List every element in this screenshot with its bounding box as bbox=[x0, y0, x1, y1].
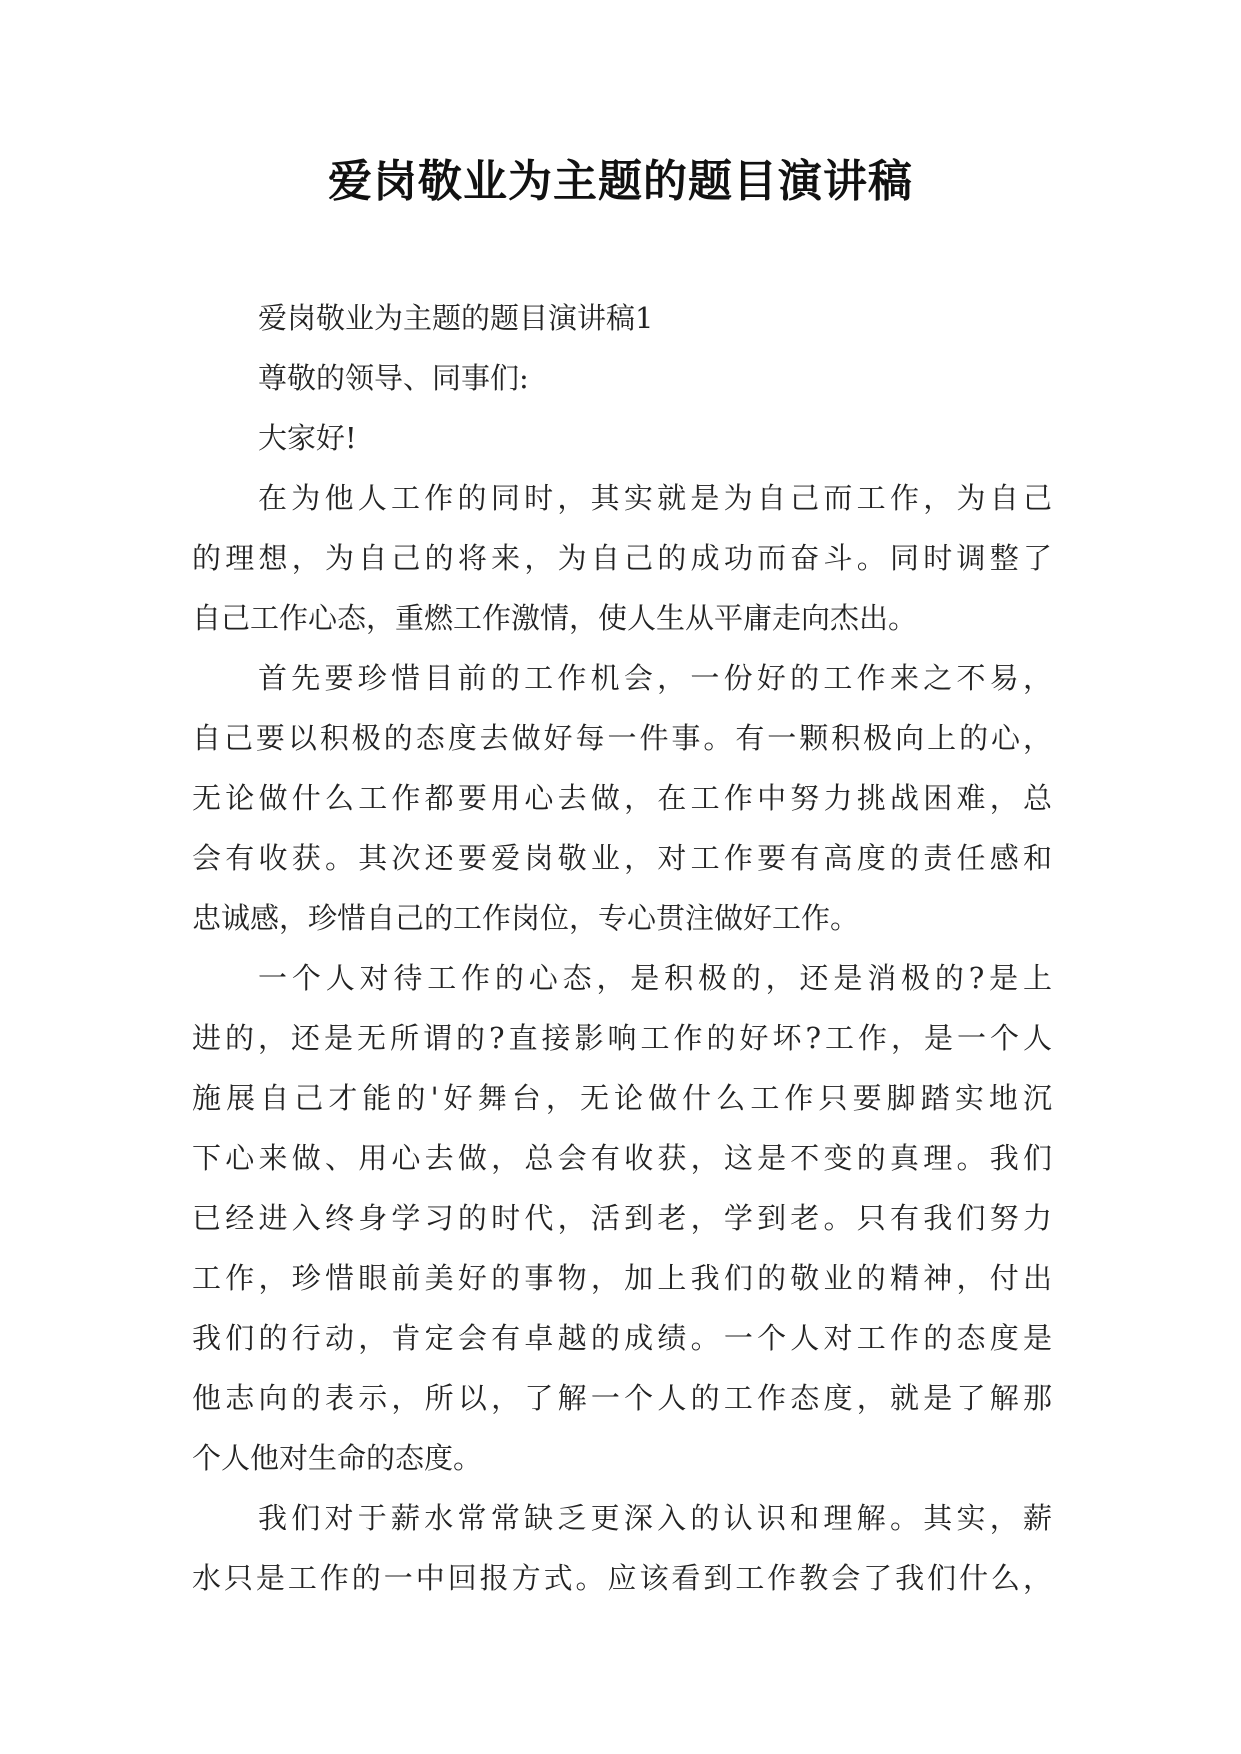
paragraph-line: 进的，还是无所谓的?直接影响工作的好坏?工作，是一个人 bbox=[192, 1021, 1052, 1055]
paragraph-line: 会有收获。其次还要爱岗敬业，对工作要有高度的责任感和 bbox=[192, 841, 1052, 875]
paragraph-line: 忠诚感，珍惜自己的工作岗位，专心贯注做好工作。 bbox=[192, 901, 860, 935]
speech-heading: 爱岗敬业为主题的题目演讲稿1 bbox=[258, 301, 654, 335]
paragraph-line: 一个人对待工作的心态，是积极的，还是消极的?是上 bbox=[258, 961, 1052, 995]
paragraph-line: 个人他对生命的态度。 bbox=[192, 1441, 483, 1475]
paragraph-line: 他志向的表示，所以，了解一个人的工作态度，就是了解那 bbox=[192, 1381, 1052, 1415]
paragraph-line: 水只是工作的一中回报方式。应该看到工作教会了我们什么， bbox=[192, 1561, 1052, 1595]
greeting: 大家好! bbox=[258, 421, 357, 455]
paragraph-line: 我们的行动，肯定会有卓越的成绩。一个人对工作的态度是 bbox=[192, 1321, 1052, 1355]
paragraph-4 bbox=[192, 1488, 1052, 1608]
paragraph-line: 在为他人工作的同时，其实就是为自己而工作，为自己 bbox=[258, 481, 1052, 515]
paragraph-3 bbox=[192, 948, 1052, 1488]
document-title: 爱岗敬业为主题的题目演讲稿 bbox=[328, 156, 913, 207]
paragraph-line: 自己要以积极的态度去做好每一件事。有一颗积极向上的心， bbox=[192, 721, 1052, 755]
paragraph-line: 我们对于薪水常常缺乏更深入的认识和理解。其实，薪 bbox=[258, 1501, 1052, 1535]
paragraph-line: 自己工作心态，重燃工作激情，使人生从平庸走向杰出。 bbox=[192, 601, 918, 635]
paragraph-line: 首先要珍惜目前的工作机会，一份好的工作来之不易， bbox=[258, 661, 1052, 695]
paragraph-2 bbox=[192, 648, 1052, 948]
paragraph-line: 工作，珍惜眼前美好的事物，加上我们的敬业的精神，付出 bbox=[192, 1261, 1052, 1295]
paragraph-line: 下心来做、用心去做，总会有收获，这是不变的真理。我们 bbox=[192, 1141, 1052, 1175]
paragraph-1 bbox=[192, 468, 1052, 648]
paragraph-line: 无论做什么工作都要用心去做，在工作中努力挑战困难，总 bbox=[192, 781, 1052, 815]
paragraph-line: 的理想，为自己的将来，为自己的成功而奋斗。同时调整了 bbox=[192, 541, 1052, 575]
salutation: 尊敬的领导、同事们: bbox=[258, 361, 529, 395]
document-body bbox=[192, 288, 1052, 1608]
paragraph-line: 施展自己才能的'好舞台，无论做什么工作只要脚踏实地沉 bbox=[192, 1081, 1052, 1115]
paragraph-line: 已经进入终身学习的时代，活到老，学到老。只有我们努力 bbox=[192, 1201, 1052, 1235]
